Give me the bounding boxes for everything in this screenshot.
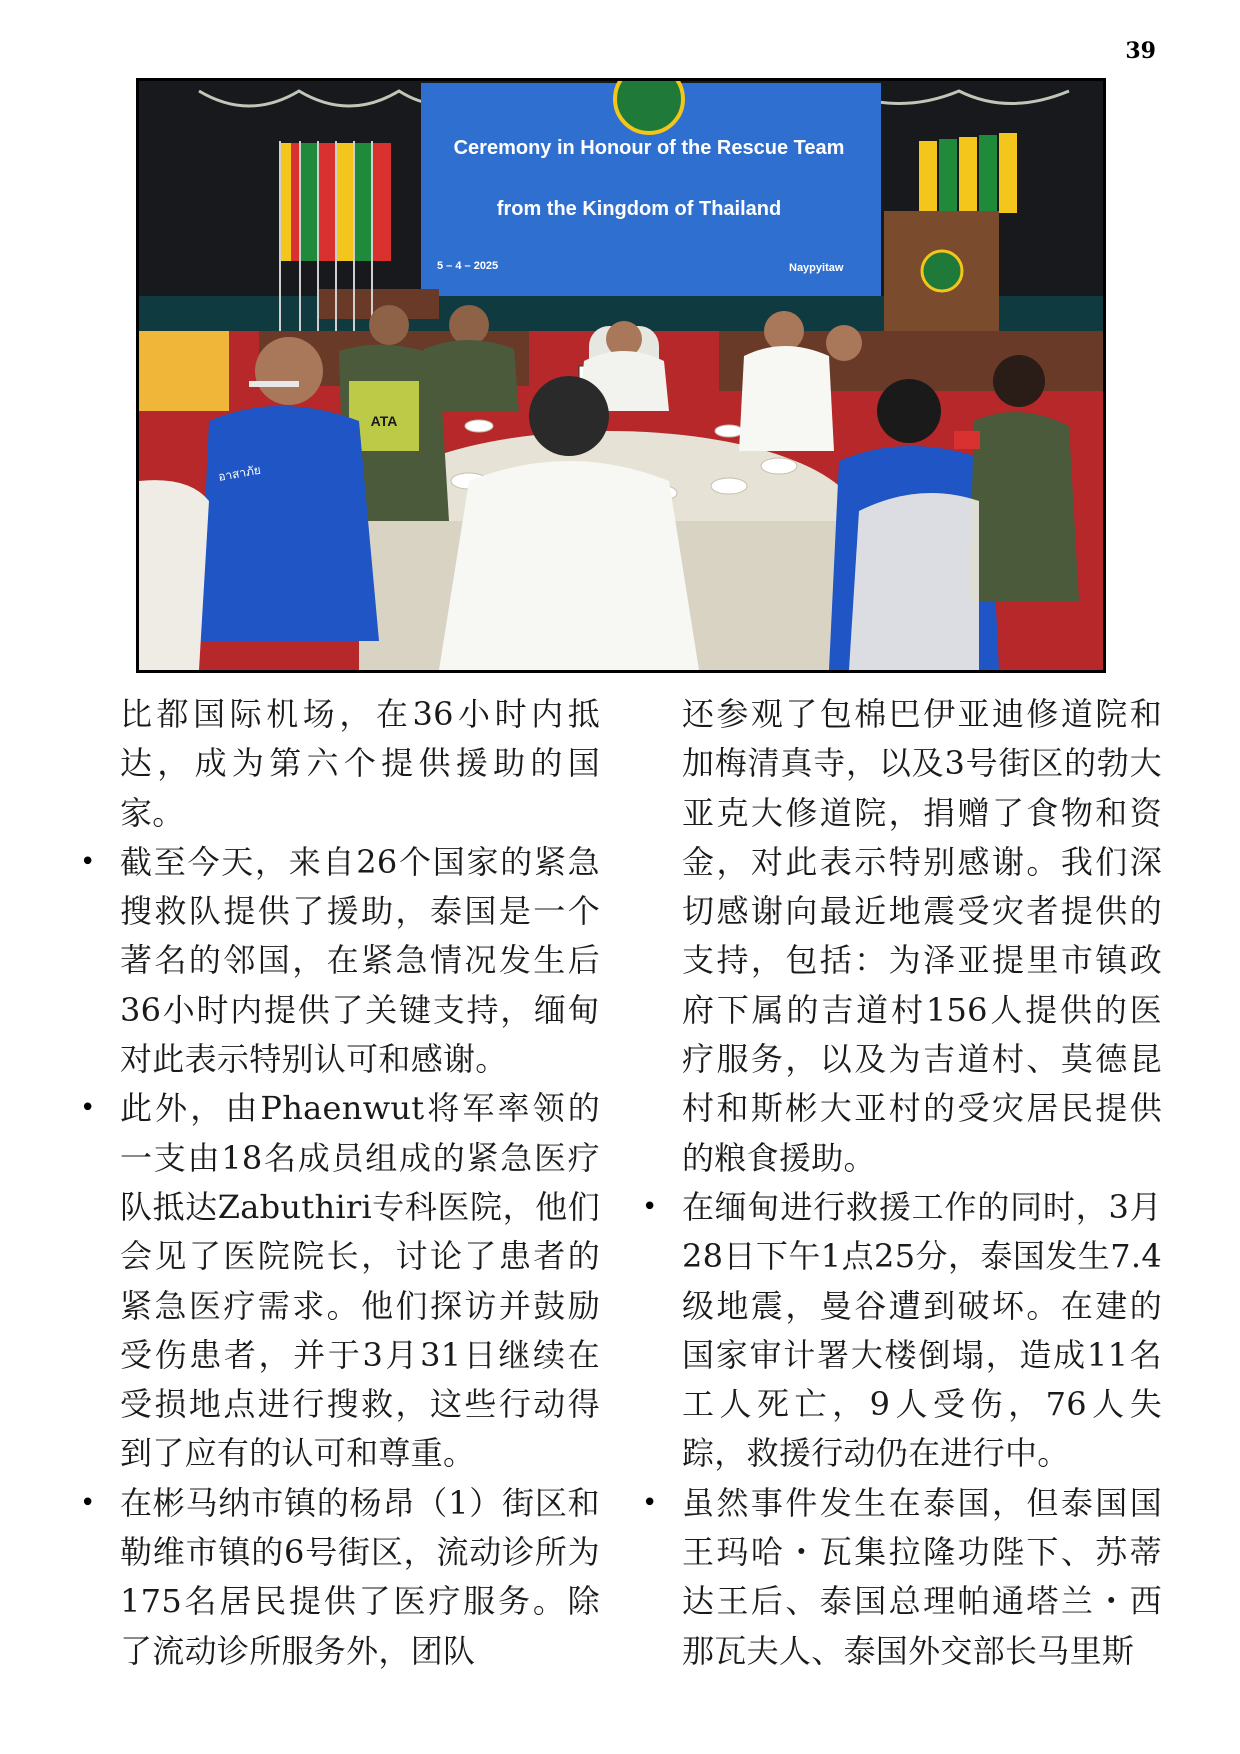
flags-right-icon xyxy=(919,133,1017,221)
screen-title-line1: Ceremony in Honour of the Rescue Team xyxy=(453,137,845,159)
rescue-jacket xyxy=(199,406,379,641)
right-bullet-2: • 虽然事件发生在泰国，但泰国国王玛哈・瓦集拉隆功陛下、苏蒂达王后、泰国总理帕通塔兰・西那瓦夫人、泰国外交部长马里斯 xyxy=(682,1479,1162,1676)
jacket-text: อาสาภัย xyxy=(217,462,262,484)
right-column xyxy=(682,690,1162,1676)
screen-location: Naypyitaw xyxy=(789,262,844,274)
state-emblem-icon xyxy=(615,81,683,133)
left-paragraph-1: 比都国际机场，在36小时内抵达，成为第六个提供援助的国家。 xyxy=(120,695,600,832)
event-photo xyxy=(136,78,1106,673)
page-number: 39 xyxy=(1125,38,1156,64)
left-bullet-2: • 此外，由Phaenwut将军率领的一支由18名成员组成的紧急医疗队抵达Zabuthiri专科医院，他们会见了医院院长，讨论了患者的紧急医疗需求。他们探访并鼓励受伤患者，并于3月31日继续在受损地点进行搜救，这些行动得到了应有的认可和尊重。 xyxy=(120,1084,600,1478)
vest-text: ATA xyxy=(370,413,398,429)
screen-title-line2: from the Kingdom of Thailand xyxy=(496,198,782,220)
screen-date: 5 – 4 – 2025 xyxy=(437,260,499,272)
right-bullet-1: • 在缅甸进行救援工作的同时，3月28日下午1点25分，泰国发生7.4级地震，曼谷遭到破坏。在建的国家审计署大楼倒塌，造成11名工人死亡，9人受伤，76人失踪，救援行动仍在进行中。 xyxy=(682,1183,1162,1479)
left-bullet-3: • 在彬马纳市镇的杨昂（1）街区和勒维市镇的6号街区，流动诊所为175名居民提供了医疗服务。除了流动诊所服务外，团队 xyxy=(120,1479,600,1676)
left-column xyxy=(120,690,600,1676)
right-paragraph-1: 还参观了包棉巴伊亚迪修道院和加梅清真寺，以及3号街区的勃大亚克大修道院，捐赠了食物和资金，对此表示特别感谢。我们深切感谢向最近地震受灾者提供的支持，包括：为泽亚提里市镇政府下属的吉道村156人提供的医疗服务，以及为吉道村、莫德昆村和斯彬大亚村的受灾居民提供的粮食援助。 xyxy=(682,695,1162,1177)
left-bullet-1: • 截至今天，来自26个国家的紧急搜救队提供了援助，泰国是一个著名的邻国，在紧急情况发生后36小时内提供了关键支持，缅甸对此表示特别认可和感谢。 xyxy=(120,838,600,1084)
